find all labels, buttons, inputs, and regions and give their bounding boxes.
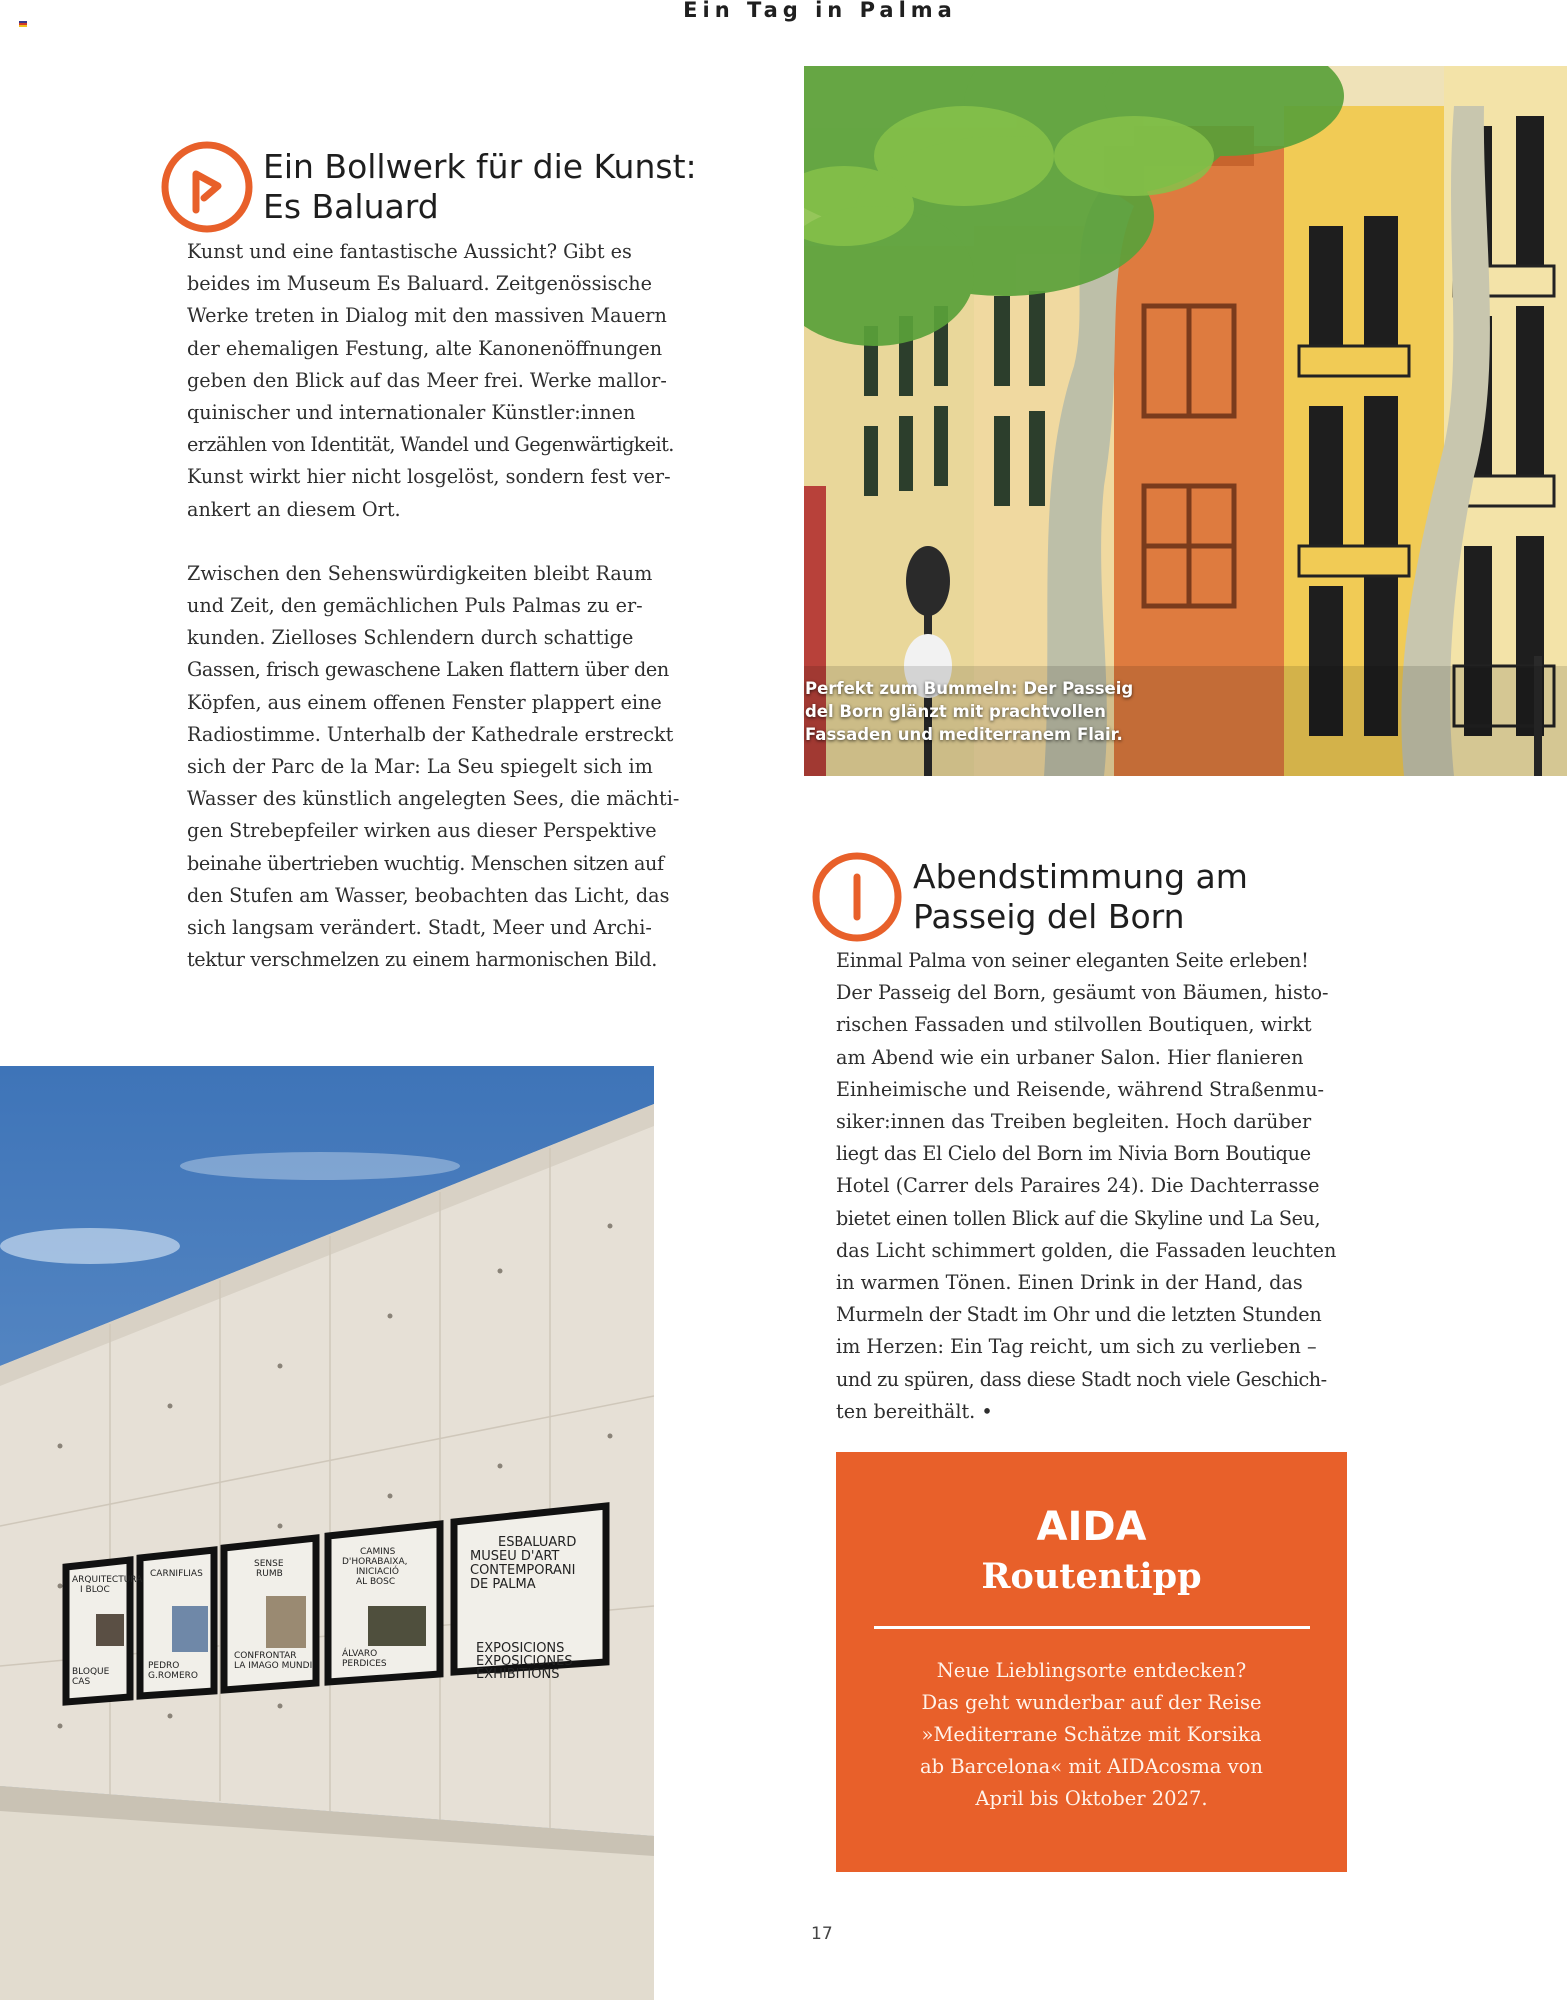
text-line: und Zeit, den gemächlichen Puls Palmas zu er- <box>187 594 643 618</box>
svg-text:PEDRO: PEDRO <box>148 1661 180 1671</box>
text-line: Einheimische und Reisende, während Straßenmu- <box>836 1077 1325 1101</box>
text-line: Gassen, frisch gewaschene Laken flattern über den <box>187 658 669 682</box>
page-number: 17 <box>811 1924 833 1944</box>
svg-text:BLOQUE: BLOQUE <box>72 1667 110 1677</box>
section1-heading-line1: Ein Bollwerk für die Kunst: <box>263 147 697 186</box>
pause-line-circle-icon <box>811 851 903 943</box>
es-baluard-photo <box>0 1066 654 2000</box>
running-title: Ein Tag in Palma <box>683 0 957 22</box>
text-line: beides im Museum Es Baluard. Zeitgenössische <box>187 272 652 296</box>
text-line: Kunst und eine fantastische Aussicht? Gibt es <box>187 240 632 263</box>
text-line: gen Strebepfeiler wirken aus dieser Perspektive <box>187 819 657 843</box>
svg-text:PERDICES: PERDICES <box>342 1659 387 1669</box>
svg-text:ÁLVARO: ÁLVARO <box>342 1649 378 1659</box>
section2-heading-line1: Abendstimmung am <box>913 857 1248 896</box>
svg-text:AL BOSC: AL BOSC <box>356 1577 396 1587</box>
svg-text:CARNIFLIAS: CARNIFLIAS <box>150 1569 203 1579</box>
text-line: geben den Blick auf das Meer frei. Werke mallor- <box>187 368 667 392</box>
section2-paragraph <box>836 945 1356 1428</box>
caption-line: Perfekt zum Bummeln: Der Passeig <box>805 679 1134 698</box>
svg-text:CONFRONTAR: CONFRONTAR <box>234 1651 297 1661</box>
tip-line: Neue Lieblingsorte entdecken? <box>936 1659 1247 1682</box>
svg-text:MUSEU D'ART: MUSEU D'ART <box>470 1549 560 1564</box>
play-arrow-circle-icon <box>160 140 254 234</box>
svg-text:INICIACIÓ: INICIACIÓ <box>356 1567 400 1577</box>
svg-text:SENSE: SENSE <box>254 1559 284 1569</box>
text-line: das Licht schimmert golden, die Fassaden leuchten <box>836 1238 1337 1262</box>
svg-text:D'HORABAIXA,: D'HORABAIXA, <box>342 1557 408 1567</box>
text-line: in warmen Tönen. Einen Drink in der Hand, das <box>836 1271 1303 1295</box>
text-line: ten bereithält. • <box>836 1399 993 1423</box>
section1-heading <box>263 147 697 227</box>
tip-line: April bis Oktober 2027. <box>975 1787 1208 1810</box>
svg-text:DE PALMA: DE PALMA <box>470 1577 536 1592</box>
svg-text:I BLOC: I BLOC <box>80 1585 110 1595</box>
text-line: Einmal Palma von seiner eleganten Seite erleben! <box>836 949 1309 972</box>
text-line: erzählen von Identität, Wandel und Gegenwärtigkeit. <box>187 433 674 457</box>
text-line: siker:innen das Treiben begleiten. Hoch darüber <box>836 1110 1312 1134</box>
tip-line: ab Barcelona« mit AIDAcosma von <box>920 1755 1263 1778</box>
text-line: Radiostimme. Unterhalb der Kathedrale erstreckt <box>187 722 674 746</box>
tip-line: Das geht wunderbar auf der Reise <box>921 1691 1262 1714</box>
text-line: rischen Fassaden und stilvollen Boutiquen, wirkt <box>836 1013 1312 1037</box>
svg-text:ARQUITECTURA: ARQUITECTURA <box>72 1575 143 1585</box>
text-line: ankert an diesem Ort. <box>187 497 401 521</box>
museum-wall-illustration <box>0 1066 654 2000</box>
aida-brand: AIDA <box>1036 1504 1147 1550</box>
route-tip-text <box>876 1655 1307 1815</box>
text-line: im Herzen: Ein Tag reicht, um sich zu verlieben – <box>836 1335 1317 1359</box>
route-tip-box <box>836 1452 1347 1872</box>
text-line: Murmeln der Stadt im Ohr und die letzten Stunden <box>836 1303 1322 1327</box>
svg-text:CONTEMPORANI: CONTEMPORANI <box>470 1563 576 1578</box>
text-line: der ehemaligen Festung, alte Kanonenöffnungen <box>187 336 663 360</box>
text-line: und zu spüren, dass diese Stadt noch viele Geschich- <box>836 1367 1327 1391</box>
text-line: Hotel (Carrer dels Paraires 24). Die Dachterrasse <box>836 1174 1320 1198</box>
section1-body <box>187 236 707 976</box>
text-line: sich der Parc de la Mar: La Seu spiegelt sich im <box>187 755 653 779</box>
svg-text:EXHIBITIONS: EXHIBITIONS <box>476 1667 560 1682</box>
text-line: Der Passeig del Born, gesäumt von Bäumen, histo- <box>836 981 1329 1005</box>
caption-line: Fassaden und mediterranem Flair. <box>805 725 1123 744</box>
caption-line: del Born glänzt mit prachtvollen <box>805 702 1106 721</box>
svg-text:CAMINS: CAMINS <box>360 1547 396 1557</box>
text-line: quinischer und internationaler Künstler:innen <box>187 401 636 425</box>
svg-text:EXPOSICIONES: EXPOSICIONES <box>476 1654 573 1669</box>
text-line: Kunst wirkt hier nicht losgelöst, sondern fest ver- <box>187 465 671 489</box>
section2-body <box>836 945 1356 1428</box>
svg-text:G.ROMERO: G.ROMERO <box>148 1671 198 1681</box>
text-line: Zwischen den Sehenswürdigkeiten bleibt Raum <box>187 561 653 585</box>
text-line: den Stufen am Wasser, beobachten das Licht, das <box>187 883 670 907</box>
text-line: beinahe übertrieben wuchtig. Menschen sitzen auf <box>187 851 664 875</box>
section1-heading-line2: Es Baluard <box>263 187 439 226</box>
text-line: tektur verschmelzen zu einem harmonischen Bild. <box>187 948 657 972</box>
section2-heading <box>913 857 1248 937</box>
svg-text:CAS: CAS <box>72 1677 91 1687</box>
passeig-del-born-photo <box>804 66 1567 776</box>
section1-paragraph1 <box>187 236 707 526</box>
text-line: sich langsam verändert. Stadt, Meer und Archi- <box>187 916 652 940</box>
svg-text:LA IMAGO MUNDI: LA IMAGO MUNDI <box>234 1661 313 1671</box>
text-line: kunden. Zielloses Schlendern durch schattige <box>187 626 634 650</box>
text-line: am Abend wie ein urbaner Salon. Hier flanieren <box>836 1045 1304 1069</box>
svg-text:EXPOSICIONS: EXPOSICIONS <box>476 1641 565 1656</box>
svg-text:RUMB: RUMB <box>256 1569 283 1579</box>
text-line: liegt das El Cielo del Born im Nivia Born Boutique <box>836 1142 1311 1166</box>
text-line: Wasser des künstlich angelegten Sees, die mächti- <box>187 787 680 811</box>
section2-heading-line2: Passeig del Born <box>913 897 1185 936</box>
svg-text:ESBALUARD: ESBALUARD <box>498 1535 577 1550</box>
text-line: Köpfen, aus einem offenen Fenster plappert eine <box>187 690 662 714</box>
route-tip-title: Routentipp <box>981 1556 1202 1597</box>
text-line: bietet einen tollen Blick auf die Skyline und La Seu, <box>836 1206 1321 1230</box>
tip-line: »Mediterrane Schätze mit Korsika <box>921 1723 1262 1746</box>
facades-illustration <box>804 66 1567 776</box>
photo-caption <box>805 677 1205 746</box>
section1-paragraph2 <box>187 558 707 977</box>
text-line: Werke treten in Dialog mit den massiven Mauern <box>187 304 667 328</box>
divider <box>874 1626 1310 1629</box>
